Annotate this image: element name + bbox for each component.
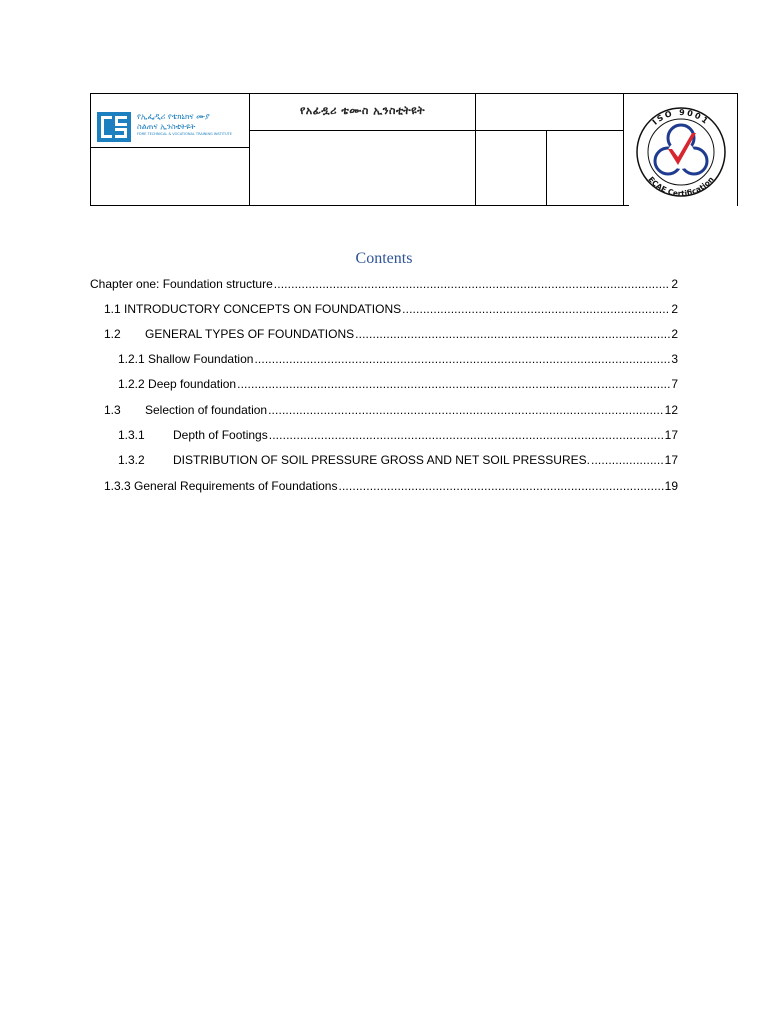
toc-entry-text: Chapter one: Foundation structure — [90, 277, 273, 291]
toc-leader-dots — [591, 453, 664, 467]
toc-entry-number: 1.3.2 — [118, 453, 145, 467]
logo-amharic-line1: የኢፌዲሪ የቴክኒክና ሙያ — [137, 112, 210, 121]
toc-leader-dots — [269, 428, 664, 442]
toc-page-number: 12 — [664, 403, 678, 417]
toc-page-number: 2 — [671, 277, 678, 291]
header-empty-cell — [90, 147, 250, 206]
toc-entry[interactable] — [104, 321, 678, 341]
toc-entry-number: 1.3 — [104, 403, 121, 417]
header-empty-cell — [475, 130, 547, 206]
institute-logo — [97, 112, 247, 142]
toc-page-number: 2 — [671, 327, 678, 341]
table-rule — [737, 93, 738, 103]
svg-text:ECAE Certification — [646, 175, 715, 198]
iso-certification-seal — [630, 105, 732, 199]
toc-entry-text: 1.3.3 General Requirements of Foundations — [104, 479, 338, 493]
toc-entry[interactable] — [104, 473, 678, 493]
logo-cell — [90, 93, 250, 147]
header-empty-cell — [475, 93, 624, 131]
toc-entry[interactable] — [118, 346, 678, 366]
logo-english-line: FDRE TECHNICAL & VOCATIONAL TRAINING INSTITUTE — [137, 132, 232, 136]
toc-leader-dots — [237, 377, 670, 391]
toc-entry-text: 1.2.2 Deep foundation — [118, 377, 237, 391]
toc-page-number: 7 — [671, 377, 678, 391]
toc-entry-text: 1.1 INTRODUCTORY CONCEPTS ON FOUNDATIONS — [104, 302, 402, 316]
toc-entry[interactable] — [90, 271, 678, 291]
logo-amharic-line2: ስልጠና ኢንስቲትዩት — [137, 122, 196, 131]
toc-entry[interactable] — [104, 296, 678, 316]
toc-leader-dots — [338, 479, 663, 493]
toc-entry[interactable] — [118, 371, 678, 391]
seal-bottom-text: ECAE Certification — [646, 174, 716, 199]
toc-leader-dots — [254, 352, 670, 366]
toc-entry[interactable] — [118, 422, 678, 442]
toc-leader-dots — [268, 403, 664, 417]
document-header-table — [90, 93, 738, 206]
header-title: የአፊዷሪ ቴሙስ ኢንስቲትዩት — [299, 104, 426, 117]
institute-logo-icon — [97, 112, 131, 142]
toc-entry-text: Depth of Footings — [173, 428, 268, 442]
header-title-cell — [249, 93, 476, 131]
toc-entry-text: Selection of foundation — [145, 403, 268, 417]
table-rule — [623, 205, 629, 206]
toc-page-number: 19 — [664, 479, 678, 493]
header-empty-cell — [249, 130, 476, 206]
contents-heading: Contents — [355, 250, 413, 267]
toc-leader-dots — [402, 302, 670, 316]
toc-entry-text: DISTRIBUTION OF SOIL PRESSURE GROSS AND NET SOIL PRESSURES. — [173, 453, 590, 467]
toc-leader-dots — [355, 327, 670, 341]
toc-page-number: 17 — [664, 428, 678, 442]
toc-leader-dots — [274, 277, 671, 291]
toc-entry[interactable] — [104, 397, 678, 417]
toc-entry-number: 1.3.1 — [118, 428, 145, 442]
toc-entry-number: 1.2 — [104, 327, 121, 341]
seal-top-text: ISO 9001 — [650, 107, 712, 127]
toc-page-number: 2 — [671, 302, 678, 316]
toc-page-number: 3 — [671, 352, 678, 366]
toc-page-number: 17 — [664, 453, 678, 467]
header-empty-cell — [546, 130, 624, 206]
toc-entry[interactable] — [118, 447, 678, 467]
toc-entry-text: GENERAL TYPES OF FOUNDATIONS — [145, 327, 355, 341]
toc-entry-text: 1.2.1 Shallow Foundation — [118, 352, 254, 366]
